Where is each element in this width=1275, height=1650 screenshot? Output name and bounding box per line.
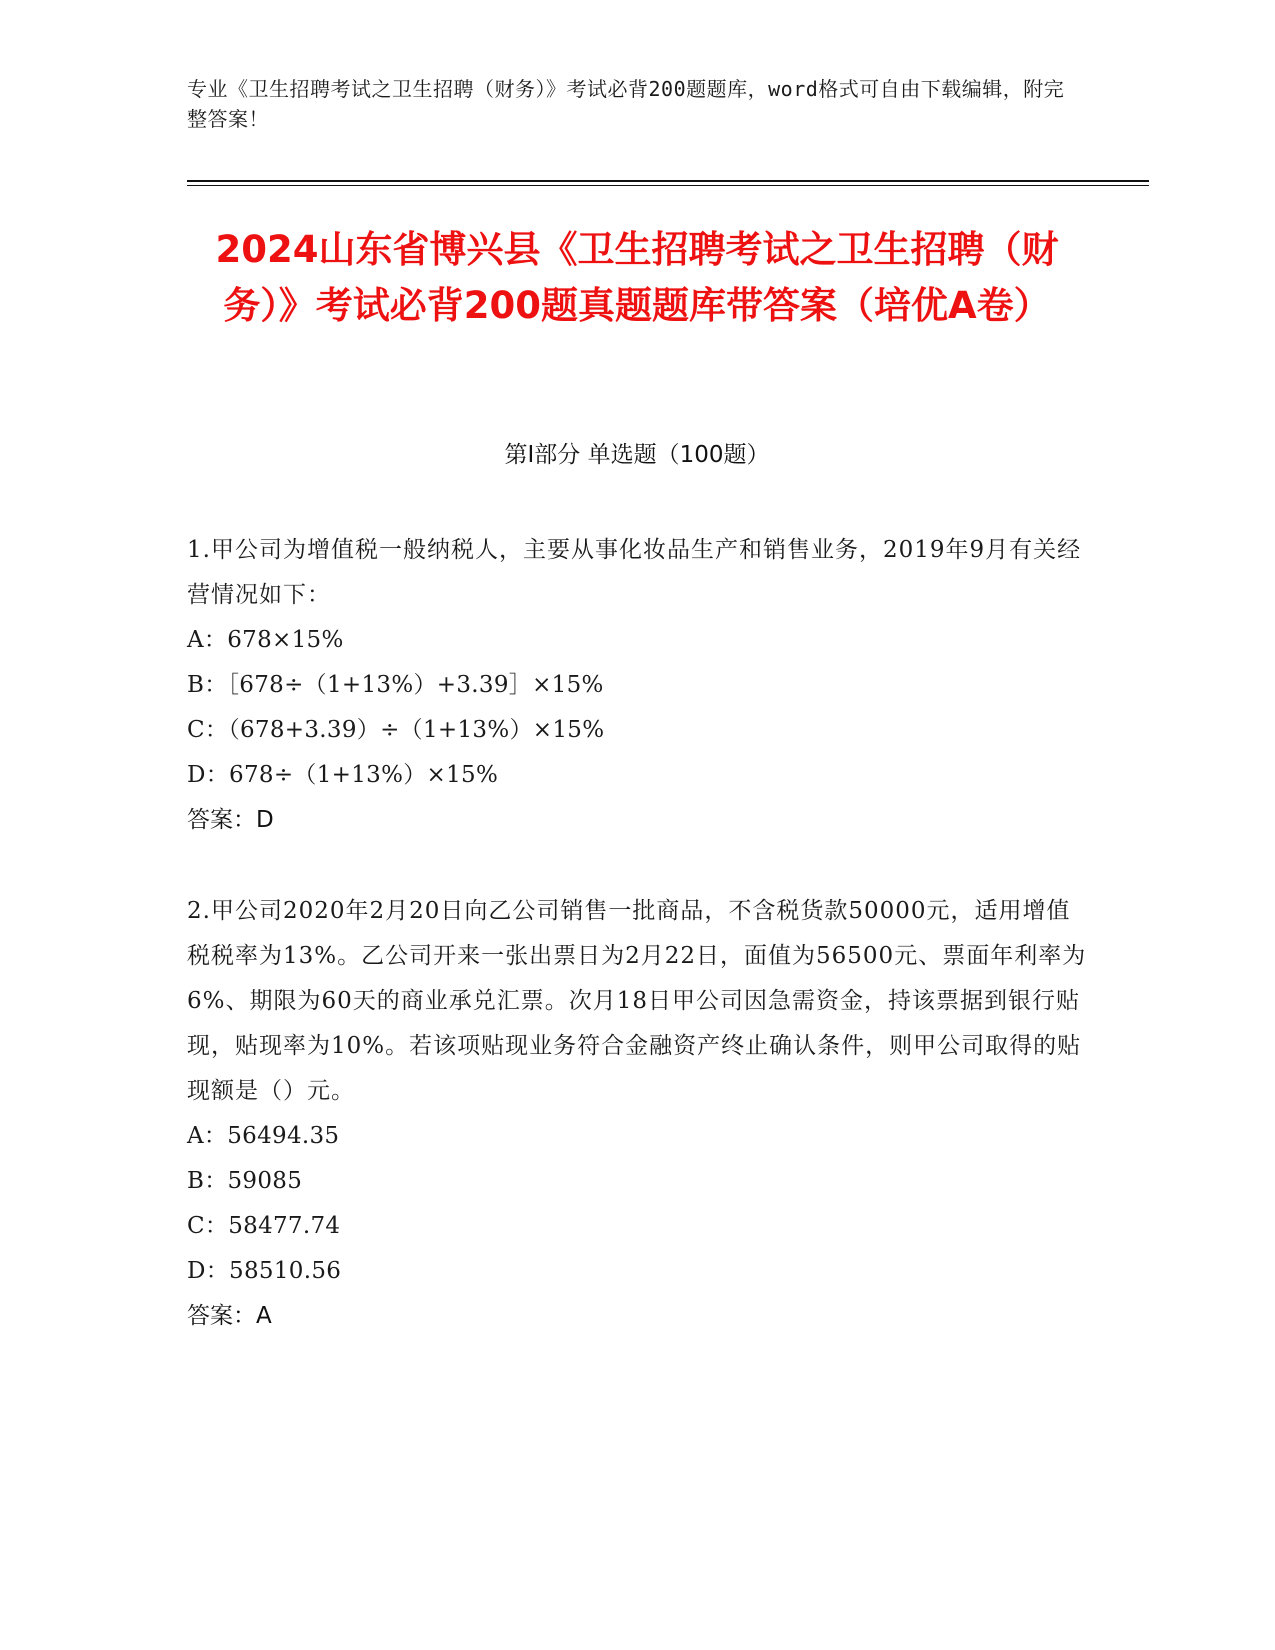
- header-divider-thin: [187, 185, 1149, 186]
- question-2: [187, 889, 1087, 1339]
- question-1: [187, 528, 1087, 843]
- option-c: C：58477.74: [187, 1213, 341, 1239]
- option-d: D：58510.56: [187, 1258, 342, 1284]
- question-stem: 1.甲公司为增值税一般纳税人，主要从事化妆品生产和销售业务，2019年9月有关经营情况如下：: [187, 537, 1082, 608]
- question-stem: 2.甲公司2020年2月20日向乙公司销售一批商品，不含税货款50000元，适用增值税税率为13%。乙公司开来一张出票日为2月22日，面值为56500元、票面年利率为6%、期限为60天的商业承兑汇票。次月18日甲公司因急需资金，持该票据到银行贴现，贴现率为10%。若该项贴现业务符合金融资产终止确认条件，则甲公司取得的贴现额是（）元。: [187, 898, 1087, 1104]
- section-title: 第Ⅰ部分 单选题（100题）: [504, 442, 770, 468]
- option-a: A：56494.35: [187, 1123, 340, 1149]
- header-note: 专业《卫生招聘考试之卫生招聘（财务）》考试必背200题题库，word格式可自由下载编辑，附完整答案！: [187, 77, 1065, 131]
- option-c: C：（678+3.39）÷（1+13%）×15%: [187, 717, 605, 743]
- option-a: A：678×15%: [187, 627, 344, 653]
- header-divider: [187, 180, 1149, 182]
- answer-line: 答案：D: [187, 807, 274, 833]
- option-d: D：678÷（1+13%）×15%: [187, 762, 499, 788]
- document-title: 2024山东省博兴县《卫生招聘考试之卫生招聘（财务）》考试必背200题真题题库带答案（培优A卷）: [215, 228, 1059, 327]
- answer-line: 答案：A: [187, 1303, 272, 1329]
- option-b: B：59085: [187, 1168, 303, 1194]
- option-b: B：［678÷（1+13%）+3.39］×15%: [187, 672, 604, 698]
